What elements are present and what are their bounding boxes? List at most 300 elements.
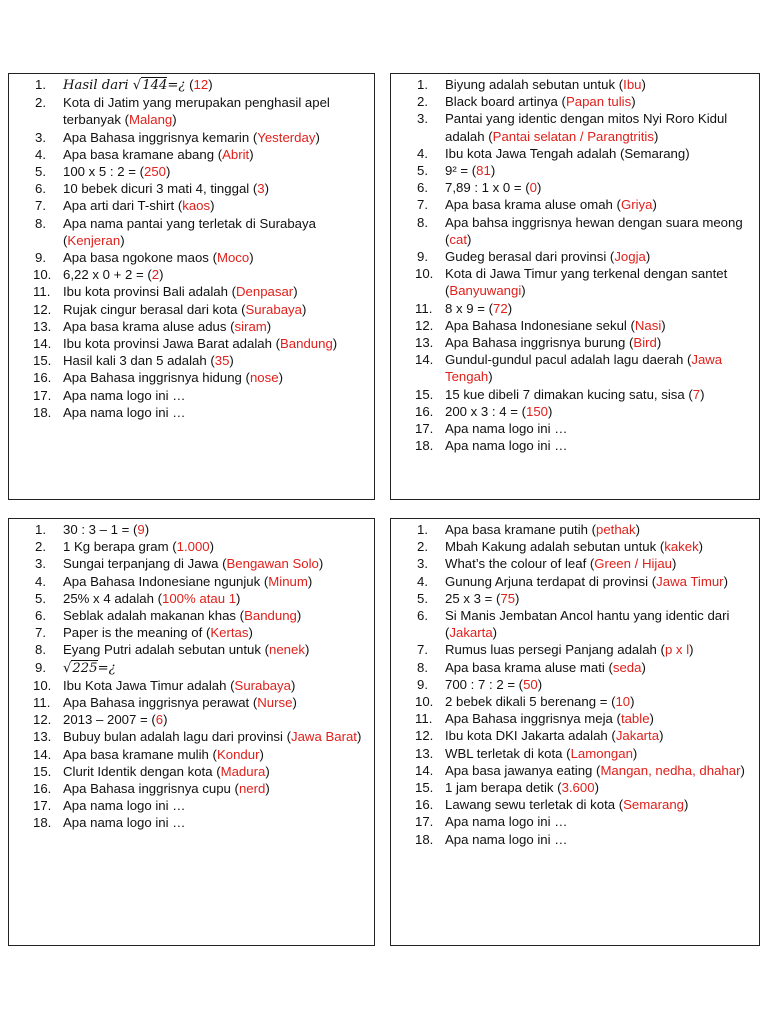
question-list	[9, 521, 364, 832]
question-number: 5.	[35, 164, 46, 180]
answer: Yesterday	[257, 129, 316, 145]
question-text: Apa bahsa inggrisnya hewan dengan suara meong (	[445, 214, 743, 247]
question-text: WBL terletak di kota (	[445, 745, 571, 761]
answer: 2	[151, 267, 160, 283]
question-text: Paper is the meaning of (	[63, 625, 211, 641]
answer: 3.600	[561, 780, 595, 796]
closing-paren: )	[166, 164, 171, 180]
closing-paren: )	[656, 335, 662, 351]
question-text: 1 jam berapa detik (	[445, 780, 562, 796]
question-item	[391, 727, 749, 744]
answer: 7	[692, 386, 701, 402]
question-number: 7.	[417, 642, 428, 658]
closing-paren: )	[594, 780, 599, 796]
closing-paren: )	[210, 198, 215, 214]
closing-paren: )	[248, 625, 253, 641]
question-number: 18.	[415, 831, 434, 847]
answer: 35	[214, 353, 230, 369]
question-number: 4.	[417, 573, 428, 589]
question-number: 15.	[415, 386, 434, 402]
question-number: 8.	[417, 659, 428, 675]
question-number: 16.	[415, 403, 434, 419]
question-text: Ibu Kota Jawa Timur adalah (	[63, 677, 235, 693]
question-text: 8 x 9 = (	[445, 300, 494, 316]
question-item	[391, 521, 749, 538]
question-number: 10.	[415, 694, 434, 710]
question-number: 3.	[35, 129, 46, 145]
sqrt-symbol: √	[63, 660, 72, 676]
answer: nerd	[238, 781, 266, 797]
closing-paren: )	[332, 336, 338, 352]
question-item	[9, 797, 364, 814]
question-item	[391, 162, 749, 179]
answer: Malang	[128, 112, 173, 128]
question-text: Pantai yang identic dengan mitos Nyi Roro Kidul adalah (	[445, 111, 728, 144]
question-item	[9, 197, 364, 214]
question-item	[391, 538, 749, 555]
closing-paren: )	[259, 746, 264, 762]
question-number: 17.	[415, 421, 434, 437]
question-text: 2 bebek dikali 5 berenang = (	[445, 694, 616, 710]
closing-paren: )	[521, 283, 526, 299]
closing-paren: )	[229, 353, 234, 369]
closing-paren: )	[144, 522, 150, 537]
question-number: 10.	[33, 677, 52, 693]
closing-paren: )	[630, 694, 635, 710]
answer: 6	[155, 712, 164, 728]
question-item	[9, 352, 364, 369]
question-item	[9, 129, 364, 146]
closing-paren: )	[208, 77, 213, 92]
question-text: 2013 – 2007 = (	[63, 712, 156, 728]
math-prefix: Hasil dari	[63, 78, 133, 93]
question-item	[9, 266, 364, 283]
question-text: 700 : 7 : 2 = (	[445, 676, 524, 692]
math-expression	[63, 660, 116, 676]
closing-paren: )	[467, 231, 472, 247]
question-number: 7.	[417, 197, 428, 213]
answer: Kertas	[210, 625, 249, 641]
quiz-card-1	[8, 73, 375, 500]
closing-paren: )	[290, 677, 296, 693]
question-text: Apa Bahasa inggrisnya cupu (	[63, 781, 239, 797]
closing-paren: )	[661, 317, 666, 333]
answer: Jogja	[614, 249, 646, 265]
question-number: 1.	[35, 77, 46, 92]
question-number: 18.	[415, 438, 434, 454]
question-text: 7,89 : 1 x 0 = (	[445, 180, 530, 196]
question-number: 15.	[33, 763, 52, 779]
question-text: Ibu kota DKI Jakarta adalah (	[445, 728, 616, 744]
question-item	[391, 317, 749, 334]
closing-paren: )	[490, 163, 496, 179]
closing-paren: )	[296, 608, 302, 624]
question-number: 3.	[417, 111, 428, 127]
math-expression	[63, 77, 185, 93]
question-number: 18.	[33, 404, 52, 420]
question-text: Apa nama logo ini …	[445, 831, 568, 847]
closing-paren: )	[172, 112, 177, 128]
question-number: 2.	[35, 539, 46, 555]
question-text: Apa basa kramane abang (	[63, 146, 223, 162]
question-text: Apa basa krama aluse omah (	[445, 197, 621, 213]
question-item	[391, 437, 749, 454]
question-number: 5.	[35, 590, 46, 606]
answer: Pantai selatan / Parangtritis	[492, 128, 654, 144]
closing-paren: )	[356, 729, 362, 745]
answer: Jawa Barat	[291, 729, 357, 745]
answer: Surabaya	[234, 677, 291, 693]
question-number: 4.	[35, 146, 46, 162]
closing-paren: )	[641, 77, 646, 92]
question-text: Apa basa kramane mulih (	[63, 746, 217, 762]
closing-paren: )	[537, 180, 542, 196]
question-number: 13.	[33, 318, 52, 334]
question-text: 15 kue dibeli 7 dimakan kucing satu, sisa (	[445, 386, 693, 402]
question-text: Rumus luas persegi Panjang adalah (	[445, 642, 665, 658]
question-number: 13.	[33, 729, 52, 745]
answer: table	[620, 711, 650, 727]
question-number: 4.	[417, 145, 428, 161]
answer: Nurse	[257, 695, 293, 711]
closing-paren: )	[307, 573, 313, 589]
question-number: 14.	[33, 746, 52, 762]
answer: Madura	[220, 763, 266, 779]
question-text: Gunung Arjuna terdapat di provinsi (	[445, 573, 657, 589]
answer: Banyuwangi	[449, 283, 522, 299]
closing-paren: )	[163, 712, 168, 728]
answer: Surabaya	[245, 301, 302, 317]
question-text: Apa Bahasa inggrisnya perawat (	[63, 695, 258, 711]
question-text: Gudeg berasal dari provinsi (	[445, 249, 615, 265]
answer: Jakarta	[615, 728, 660, 744]
question-item	[391, 659, 749, 676]
answer: 1.000	[176, 539, 210, 555]
question-text: Biyung adalah sebutan untuk (	[445, 77, 624, 92]
answer: Kenjeran	[67, 232, 121, 248]
question-number: 5.	[417, 163, 428, 179]
question-item	[391, 641, 749, 658]
question-item	[9, 624, 364, 641]
answer: nose	[249, 370, 279, 386]
question-item	[9, 318, 364, 335]
question-item	[9, 387, 364, 404]
question-number: 11.	[33, 284, 51, 300]
question-item	[9, 677, 364, 694]
question-item	[391, 403, 749, 420]
question-number: 7.	[35, 198, 46, 214]
answer: 0	[529, 180, 538, 196]
question-number: 16.	[33, 370, 52, 386]
question-text: Black board artinya (	[445, 94, 566, 110]
question-item	[391, 762, 749, 779]
question-item	[9, 746, 364, 763]
question-number: 6.	[35, 608, 46, 624]
question-text: Apa nama logo ini …	[63, 798, 186, 814]
question-text: Apa Bahasa inggrisnya meja (	[445, 711, 621, 727]
closing-paren: )	[159, 267, 164, 283]
question-item	[9, 607, 364, 624]
answer: Minum	[268, 573, 308, 589]
question-item	[391, 710, 749, 727]
answer: 10	[615, 694, 631, 710]
question-item	[391, 386, 749, 403]
question-text: 30 : 3 – 1 = (	[63, 522, 138, 537]
question-item	[391, 745, 749, 762]
closing-paren: )	[301, 301, 307, 317]
question-text: Apa Bahasa inggrisnya hidung (	[63, 370, 250, 386]
answer: 12	[193, 77, 209, 92]
question-number: 2.	[417, 539, 428, 555]
question-number: 11.	[415, 711, 433, 727]
question-item	[391, 831, 749, 848]
answer: 150	[526, 403, 549, 419]
question-text: Clurit Identik dengan kota (	[63, 763, 221, 779]
answer: Jakarta	[449, 625, 493, 641]
question-number: 9.	[417, 676, 428, 692]
closing-paren: )	[318, 556, 324, 572]
question-item	[391, 573, 749, 590]
question-text: 6,22 x 0 + 2 = (	[63, 267, 152, 283]
answer: Bengawan Solo	[226, 556, 319, 572]
question-item	[391, 555, 749, 572]
question-text: Sungai terpanjang di Jawa (	[63, 556, 227, 572]
closing-paren: )	[631, 94, 636, 110]
closing-paren: )	[740, 762, 745, 778]
question-text: Seblak adalah makanan khas (	[63, 608, 245, 624]
question-text: Lawang sewu terletak di kota (	[445, 797, 624, 813]
closing-paren: )	[265, 763, 270, 779]
question-item	[391, 676, 749, 693]
closing-paren: )	[635, 522, 641, 537]
question-item	[9, 404, 364, 421]
question-list	[391, 76, 749, 454]
question-text: 100 x 5 : 2 = (	[63, 164, 145, 180]
answer: 9	[137, 522, 145, 537]
question-item	[9, 573, 364, 590]
question-item	[9, 215, 364, 249]
closing-paren: )	[120, 232, 125, 248]
question-text: Kota di Jawa Timur yang terkenal dengan santet (	[445, 266, 728, 299]
closing-paren: )	[672, 556, 677, 572]
question-text: 10 bebek dicuri 3 mati 4, tinggal (	[63, 181, 258, 197]
answer: 3	[257, 181, 265, 197]
question-item	[9, 180, 364, 197]
question-number: 9.	[35, 250, 46, 266]
question-text: Apa basa krama aluse adus (	[63, 318, 235, 334]
answer: Bandung	[279, 336, 333, 352]
question-number: 17.	[415, 814, 434, 830]
question-item	[391, 179, 749, 196]
closing-paren: )	[264, 181, 270, 197]
question-number: 2.	[35, 95, 46, 111]
answer: cat	[449, 231, 467, 247]
question-number: 11.	[33, 695, 51, 711]
question-text: Apa basa jawanya eating (	[445, 762, 601, 778]
question-text: 1 Kg berapa gram (	[63, 539, 177, 555]
closing-paren: )	[537, 676, 543, 692]
question-list	[391, 521, 749, 848]
answer: pethak	[596, 522, 636, 537]
closing-paren: )	[652, 197, 657, 213]
answer: seda	[612, 659, 642, 675]
closing-paren: )	[698, 539, 704, 555]
question-text: Apa nama logo ini …	[445, 438, 568, 454]
answer: Bird	[633, 335, 657, 351]
question-text: What’s the colour of leaf (	[445, 556, 595, 572]
question-text: 200 x 3 : 4 = (	[445, 403, 527, 419]
question-text: 25% x 4 adalah (	[63, 590, 162, 606]
radicand: 225	[72, 660, 98, 676]
answer: Griya	[620, 197, 653, 213]
question-number: 16.	[33, 781, 52, 797]
question-list	[9, 76, 364, 421]
answer: 250	[144, 164, 167, 180]
answer: Bandung	[244, 608, 297, 624]
quiz-card-3	[8, 518, 375, 946]
question-text: Ibu kota provinsi Jawa Barat adalah (	[63, 336, 280, 352]
question-text: Apa arti dari T-shirt (	[63, 198, 183, 214]
answer: 100% atau 1	[161, 590, 237, 606]
question-item	[9, 301, 364, 318]
question-number: 12.	[415, 728, 434, 744]
closing-paren: )	[492, 625, 498, 641]
question-item	[9, 94, 364, 128]
question-text: Apa nama logo ini …	[445, 814, 568, 830]
closing-paren: )	[515, 590, 520, 606]
question-number: 18.	[33, 815, 52, 831]
answer: kaos	[182, 198, 211, 214]
question-number: 14.	[415, 352, 434, 368]
closing-paren: )	[659, 728, 664, 744]
closing-paren: )	[292, 695, 297, 711]
question-number: 5.	[417, 590, 428, 606]
question-item	[391, 813, 749, 830]
question-item	[391, 214, 749, 248]
closing-paren: )	[700, 386, 705, 402]
question-item	[391, 351, 749, 385]
question-number: 17.	[33, 798, 52, 814]
closing-paren: )	[265, 781, 270, 797]
question-number: 10.	[415, 266, 434, 282]
question-number: 1.	[417, 77, 428, 92]
question-item	[9, 641, 364, 658]
answer: 72	[493, 300, 508, 316]
question-number: 9.	[417, 249, 428, 265]
question-item	[391, 779, 749, 796]
closing-paren: )	[723, 573, 728, 589]
question-number: 12.	[415, 317, 434, 333]
question-item	[9, 163, 364, 180]
question-number: 8.	[35, 642, 46, 658]
question-number: 15.	[415, 780, 434, 796]
question-number: 1.	[35, 522, 46, 537]
answer: Lamongan	[570, 745, 633, 761]
question-item	[391, 590, 749, 607]
question-number: 12.	[33, 712, 52, 728]
answer: siram	[234, 318, 267, 334]
question-text: Apa nama logo ini …	[445, 421, 568, 437]
question-text: Hasil kali 3 dan 5 adalah (	[63, 353, 215, 369]
question-text: Kota di Jatim yang merupakan penghasil apel terbanyak (	[63, 95, 330, 128]
question-item	[9, 780, 364, 797]
closing-paren: )	[249, 250, 254, 266]
question-item	[391, 334, 749, 351]
question-item	[391, 796, 749, 813]
closing-paren: )	[249, 146, 254, 162]
question-number: 13.	[415, 745, 434, 761]
closing-paren: )	[315, 129, 320, 145]
closing-paren: )	[632, 745, 638, 761]
question-number: 15.	[33, 353, 52, 369]
question-number: 2.	[417, 94, 428, 110]
closing-paren: )	[684, 797, 689, 813]
answer: Green / Hijau	[594, 556, 672, 572]
answer: 75	[500, 590, 516, 606]
closing-paren: )	[236, 590, 241, 606]
answer: Semarang	[623, 797, 684, 813]
question-item	[9, 659, 364, 677]
question-text: Apa basa ngokone maos (	[63, 250, 217, 266]
question-text: Bubuy bulan adalah lagu dari provinsi (	[63, 729, 291, 745]
answer: Denpasar	[236, 284, 294, 300]
sqrt-symbol: √	[132, 78, 142, 93]
question-text: Apa nama logo ini …	[63, 815, 186, 831]
closing-paren: )	[548, 403, 553, 419]
question-number: 9.	[35, 659, 46, 675]
question-item	[9, 538, 364, 555]
answer: Papan tulis	[565, 94, 632, 110]
answer: p x l	[664, 642, 690, 658]
answer: Abrit	[222, 146, 250, 162]
question-number: 10.	[33, 267, 52, 283]
question-item	[9, 283, 364, 300]
question-text: Apa Bahasa inggrisnya burung (	[445, 335, 634, 351]
answer: Jawa Timur	[656, 573, 724, 589]
question-text: 9² = (	[445, 163, 477, 179]
quiz-card-2	[390, 73, 760, 500]
question-item	[9, 763, 364, 780]
closing-paren: )	[266, 318, 272, 334]
question-number: 16.	[415, 797, 434, 813]
question-number: 4.	[35, 573, 46, 589]
question-text: Eyang Putri adalah sebutan untuk (	[63, 642, 270, 658]
closing-paren: )	[689, 642, 694, 658]
math-suffix: =¿	[97, 660, 116, 676]
quiz-card-4	[390, 518, 760, 946]
question-text: Rujak cingur berasal dari kota (	[63, 301, 246, 317]
question-item	[391, 110, 749, 144]
question-text: Ibu kota provinsi Bali adalah (	[63, 284, 237, 300]
answer: kakek	[664, 539, 699, 555]
question-text: Apa basa krama aluse mati (	[445, 659, 613, 675]
question-text: 25 x 3 = (	[445, 590, 501, 606]
question-text: Apa Bahasa Indonesiane ngunjuk (	[63, 573, 269, 589]
question-text: Apa nama logo ini …	[63, 404, 186, 420]
closing-paren: )	[507, 300, 513, 316]
question-number: 8.	[417, 214, 428, 230]
question-text: Apa nama logo ini …	[63, 387, 186, 403]
question-item	[391, 248, 749, 265]
question-item	[9, 521, 364, 538]
question-item	[9, 590, 364, 607]
question-text: Apa Bahasa Indonesiane sekul (	[445, 317, 635, 333]
question-item	[391, 145, 749, 162]
question-text: Apa basa kramane putih (	[445, 522, 597, 537]
question-number: 8.	[35, 215, 46, 231]
answer: 50	[523, 676, 538, 692]
answer: Nasi	[634, 317, 662, 333]
